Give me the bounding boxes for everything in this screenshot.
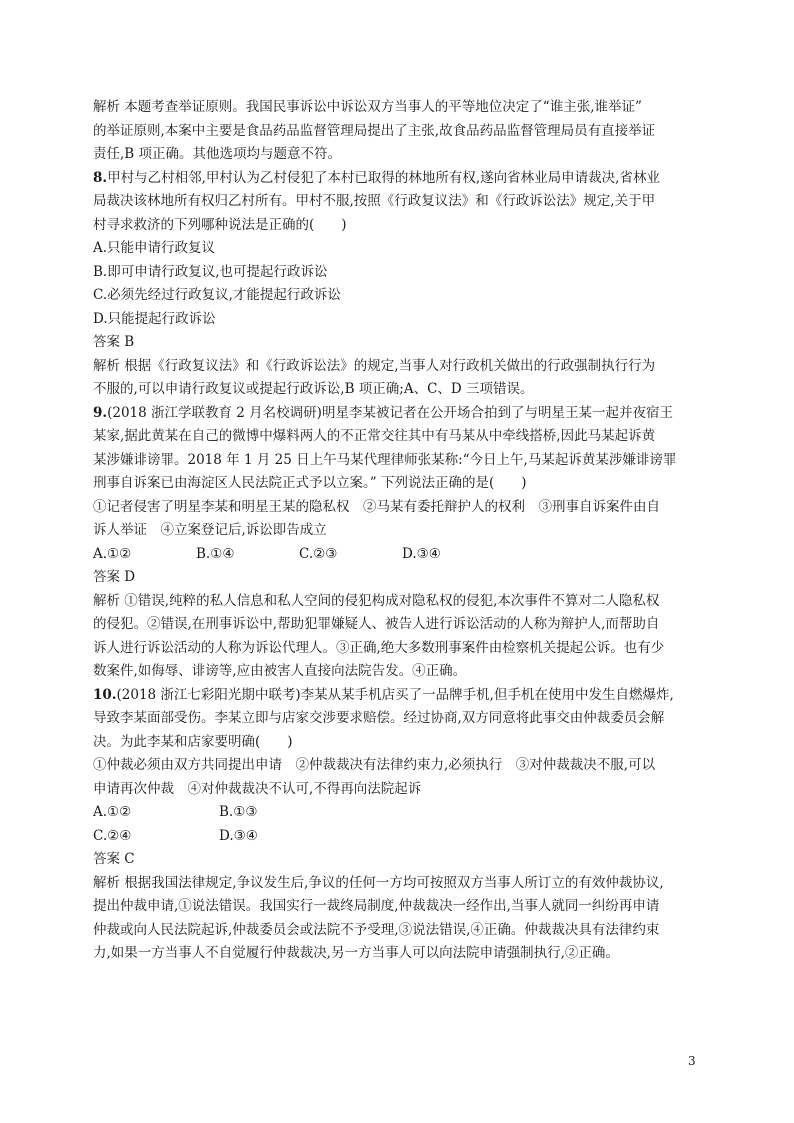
option-b: B.①④ — [196, 545, 235, 562]
question-stem-line: 某家,据此黄某在自己的微博中爆料两人的不正常交往其中有马某从中牵线搭桥,因此马某起诉黄 — [93, 428, 656, 444]
analysis-line: 解析 本题考查举证原则。我国民事诉讼中诉讼双方当事人的平等地位决定了“谁主张,谁举证” — [93, 99, 642, 115]
statement-line: ①记者侵害了明星李某和明星王某的隐私权 ②马某有委托辩护人的权利 ③刑事自诉案件由自 — [93, 498, 660, 515]
question-stem-line: 刑事自诉案已由海淀区人民法院正式予以立案。” 下列说法正确的是( ) — [93, 475, 527, 491]
statement-line: 申请再次仲裁 ④对仲裁裁决不认可,不得再向法院起诉 — [93, 780, 422, 797]
analysis-line: 的举证原则,本案中主要是食品药品监督管理局提出了主张,故食品药品监督管理局员有直接举证 — [93, 122, 656, 139]
option-c: C.②③ — [299, 545, 338, 562]
question-8 — [93, 167, 699, 402]
analysis-line: 的侵犯。②错误,在刑事诉讼中,帮助犯罪嫌疑人、被告人进行诉讼活动的人称为辩护人,而帮助自 — [93, 616, 660, 632]
question-number: 10. — [93, 686, 117, 703]
question-stem-line: 导致李某面部受伤。李某立即与店家交涉要求赔偿。经过协商,双方同意将此事交由仲裁委员会解 — [93, 710, 665, 726]
option-a: A.只能申请行政复议 — [93, 240, 216, 256]
options-row — [93, 825, 699, 849]
analysis-line: 解析 根据我国法律规定,争议发生后,争议的任何一方均可按照双方当事人所订立的有效仲裁协议, — [93, 874, 664, 891]
question-stem-text: (2018 浙江学联教育 2 月名校调研)明星李某被记者在公开场合拍到了与明星王某一起并夜宿王 — [107, 404, 673, 421]
option-b: B.①③ — [219, 804, 258, 820]
question-9 — [93, 402, 699, 684]
statement-line: 诉人举证 ④立案登记后,诉讼即告成立 — [93, 522, 327, 538]
question-stem-line: 局裁决该林地所有权归乙村所有。甲村不服,按照《行政复议法》和《行政诉讼法》规定,关于甲 — [93, 193, 656, 209]
option-c: C.②④ — [93, 827, 132, 844]
question-stem-line: 村寻求救济的下列哪种说法是正确的( ) — [93, 216, 347, 233]
option-c: C.必须先经过行政复议,才能提起行政诉讼 — [93, 287, 341, 303]
question-stem-text: 甲村与乙村相邻,甲村认为乙村侵犯了本村已取得的林地所有权,遂向省林业局申请裁决,省林业 — [107, 169, 660, 186]
option-d: D.③④ — [402, 545, 441, 562]
question-number: 8. — [93, 169, 108, 186]
analysis-line: 诉人进行诉讼活动的人称为诉讼代理人。③正确,绝大多数刑事案件由检察机关提起公诉。也有少 — [93, 639, 665, 656]
analysis-line: 仲裁或向人民法院起诉,仲裁委员会或法院不予受理,③说法错误,④正确。仲裁裁决具有法律约束 — [93, 921, 660, 938]
analysis-line: 数案件,如侮辱、诽谤等,应由被害人直接向法院告发。④正确。 — [93, 663, 467, 679]
answer: 答案 B — [93, 334, 135, 350]
option-a: A.①② — [93, 545, 132, 562]
analysis-line: 力,如果一方当事人不自觉履行仲裁裁决,另一方当事人可以向法院申请强制执行,②正确。 — [93, 945, 619, 961]
options-row — [93, 543, 699, 567]
question-number: 9. — [93, 404, 108, 421]
question-stem-line — [93, 167, 699, 191]
prev-analysis — [93, 96, 699, 167]
analysis-line: 不服的,可以申请行政复议或提起行政诉讼,B 项正确;A、C、D 三项错误。 — [93, 381, 534, 397]
analysis-line: 提出仲裁申请,①说法错误。我国实行一裁终局制度,仲裁裁决一经作出,当事人就同一纠纷再申请 — [93, 898, 660, 914]
option-d: D.③④ — [219, 827, 258, 844]
question-stem-line: 某涉嫌诽谤罪。2018 年 1 月 25 日上午马某代理律师张某称:“今日上午,马某起诉黄某涉嫌诽谤罪 — [93, 451, 677, 468]
option-a: A.①② — [93, 804, 132, 820]
analysis-line: 责任,B 项正确。其他选项均与题意不符。 — [93, 146, 342, 162]
question-stem-line — [93, 402, 699, 426]
statement-line: ①仲裁必须由双方共同提出申请 ②仲裁裁决有法律约束力,必须执行 ③对仲裁裁决不服,可以 — [93, 757, 656, 773]
option-d: D.只能提起行政诉讼 — [93, 310, 216, 327]
option-b: B.即可申请行政复议,也可提起行政诉讼 — [93, 263, 328, 280]
page-number: 3 — [688, 1054, 696, 1068]
analysis-line: 解析 根据《行政复议法》和《行政诉讼法》的规定,当事人对行政机关做出的行政强制执行行为 — [93, 357, 656, 374]
answer: 答案 C — [93, 851, 135, 867]
analysis-line: 解析 ①错误,纯粹的私人信息和私人空间的侵犯构成对隐私权的侵犯,本次事件不算对二人隐私权 — [93, 592, 660, 609]
options-row — [93, 801, 699, 825]
question-stem-line — [93, 684, 699, 708]
question-10 — [93, 684, 699, 966]
question-stem-line: 决。为此李某和店家要明确( ) — [93, 733, 293, 750]
answer: 答案 D — [93, 569, 136, 585]
question-stem-text: (2018 浙江七彩阳光期中联考)李某从某手机店买了一品牌手机,但手机在使用中发生自燃爆炸, — [116, 686, 674, 703]
document-body — [93, 96, 699, 966]
